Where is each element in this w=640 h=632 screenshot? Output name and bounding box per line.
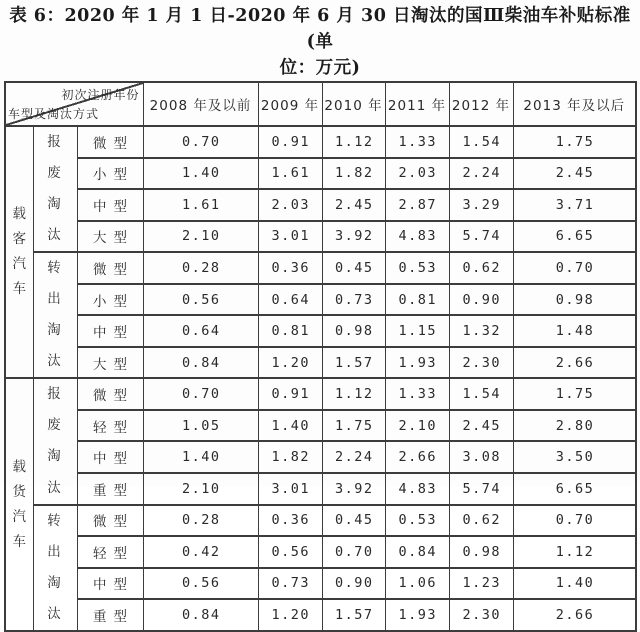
year-header-2008: 2008 年及以前: [143, 82, 258, 126]
subsidy-value-cell: 3.08: [449, 441, 513, 473]
subsidy-value-cell: 1.05: [143, 410, 258, 442]
subsidy-value-cell: 1.57: [322, 599, 385, 631]
table-row: [5, 378, 636, 410]
table-row: [5, 252, 636, 284]
subsidy-value-cell: 1.54: [449, 378, 513, 410]
subsidy-value-cell: 0.36: [258, 505, 322, 537]
vehicle-category-cell: [5, 126, 33, 378]
subsidy-value-cell: 0.90: [322, 568, 385, 600]
year-header-2013: 2013 年及以后: [513, 82, 636, 126]
table-row: [5, 126, 636, 158]
vehicle-size-cell: 微型: [77, 126, 143, 158]
year-header-2009: 2009 年: [258, 82, 322, 126]
subsidy-value-cell: 3.92: [322, 221, 385, 253]
subsidy-value-cell: 1.12: [322, 378, 385, 410]
table-row: [5, 473, 636, 505]
subsidy-value-cell: 4.83: [385, 221, 449, 253]
vehicle-size-cell: 大型: [77, 347, 143, 379]
subsidy-value-cell: 0.91: [258, 378, 322, 410]
subsidy-value-cell: 0.70: [322, 536, 385, 568]
subsidy-value-cell: 4.83: [385, 473, 449, 505]
table-title: [0, 0, 640, 81]
vehicle-size-cell: 微型: [77, 252, 143, 284]
subsidy-value-cell: 1.82: [322, 158, 385, 190]
subsidy-value-cell: 3.29: [449, 189, 513, 221]
subsidy-value-cell: 0.53: [385, 252, 449, 284]
table-row: [5, 536, 636, 568]
table-row: [5, 347, 636, 379]
subsidy-value-cell: 0.28: [143, 505, 258, 537]
subsidy-value-cell: 2.03: [385, 158, 449, 190]
subsidy-value-cell: 5.74: [449, 473, 513, 505]
corner-header-cell: [5, 82, 143, 126]
subsidy-value-cell: 0.90: [449, 284, 513, 316]
subsidy-value-cell: 6.65: [513, 473, 636, 505]
subsidy-value-cell: 2.45: [322, 189, 385, 221]
subsidy-value-cell: 0.62: [449, 505, 513, 537]
table-body: [5, 126, 636, 631]
subsidy-value-cell: 0.56: [143, 568, 258, 600]
subsidy-value-cell: 2.66: [513, 347, 636, 379]
subsidy-value-cell: 1.06: [385, 568, 449, 600]
subsidy-value-cell: 0.45: [322, 505, 385, 537]
subsidy-value-cell: 1.23: [449, 568, 513, 600]
subsidy-value-cell: 0.98: [449, 536, 513, 568]
subsidy-value-cell: 2.45: [513, 158, 636, 190]
subsidy-value-cell: 2.10: [143, 221, 258, 253]
vehicle-size-cell: 轻型: [77, 410, 143, 442]
elimination-method-cell: [33, 252, 77, 378]
subsidy-value-cell: 3.50: [513, 441, 636, 473]
subsidy-value-cell: 0.73: [322, 284, 385, 316]
vehicle-size-cell: 重型: [77, 473, 143, 505]
vehicle-size-cell: 中型: [77, 568, 143, 600]
subsidy-value-cell: 1.40: [143, 441, 258, 473]
table-row: [5, 158, 636, 190]
subsidy-value-cell: 1.93: [385, 347, 449, 379]
subsidy-value-cell: 0.56: [258, 536, 322, 568]
subsidy-value-cell: 0.64: [258, 284, 322, 316]
subsidy-value-cell: 2.24: [322, 441, 385, 473]
header-row: [5, 82, 636, 126]
subsidy-value-cell: 0.70: [143, 378, 258, 410]
elimination-method-cell: [33, 505, 77, 631]
year-header-2011: 2011 年: [385, 82, 449, 126]
vehicle-category-label: 载客汽车: [12, 206, 26, 298]
subsidy-value-cell: 1.75: [513, 378, 636, 410]
vehicle-size-cell: 微型: [77, 378, 143, 410]
subsidy-value-cell: 1.48: [513, 315, 636, 347]
table-row: [5, 568, 636, 600]
subsidy-value-cell: 1.32: [449, 315, 513, 347]
subsidy-value-cell: 1.12: [513, 536, 636, 568]
registration-year-label: 初次注册年份: [61, 88, 140, 102]
subsidy-value-cell: 1.40: [258, 410, 322, 442]
subsidy-value-cell: 1.33: [385, 378, 449, 410]
subsidy-value-cell: 2.30: [449, 347, 513, 379]
subsidy-value-cell: 0.53: [385, 505, 449, 537]
subsidy-value-cell: 0.70: [513, 505, 636, 537]
table-title-line1: 表 6：2020 年 1 月 1 日-2020 年 6 月 30 日淘汰的国Ⅲ柴油车补贴标准(单: [9, 6, 631, 52]
elimination-method-cell: [33, 126, 77, 252]
subsidy-value-cell: 0.98: [322, 315, 385, 347]
vehicle-size-cell: 微型: [77, 505, 143, 537]
vehicle-size-cell: 中型: [77, 189, 143, 221]
elimination-method-label: 转出淘汰: [47, 260, 63, 370]
elimination-method-label: 转出淘汰: [47, 512, 63, 622]
table-row: [5, 284, 636, 316]
subsidy-value-cell: 2.66: [385, 441, 449, 473]
subsidy-value-cell: 2.24: [449, 158, 513, 190]
subsidy-value-cell: 1.15: [385, 315, 449, 347]
table-row: [5, 441, 636, 473]
vehicle-category-label: 载货汽车: [12, 458, 26, 550]
vehicle-size-cell: 轻型: [77, 536, 143, 568]
subsidy-value-cell: 1.40: [513, 568, 636, 600]
vehicle-size-cell: 中型: [77, 441, 143, 473]
subsidy-value-cell: 1.12: [322, 126, 385, 158]
subsidy-value-cell: 3.92: [322, 473, 385, 505]
subsidy-value-cell: 6.65: [513, 221, 636, 253]
vehicle-size-cell: 中型: [77, 315, 143, 347]
subsidy-value-cell: 0.64: [143, 315, 258, 347]
subsidy-value-cell: 0.28: [143, 252, 258, 284]
subsidy-value-cell: 1.33: [385, 126, 449, 158]
year-header-2012: 2012 年: [449, 82, 513, 126]
subsidy-value-cell: 0.84: [143, 599, 258, 631]
subsidy-value-cell: 2.87: [385, 189, 449, 221]
table-row: [5, 505, 636, 537]
subsidy-value-cell: 0.36: [258, 252, 322, 284]
subsidy-value-cell: 1.57: [322, 347, 385, 379]
vehicle-type-method-label: 车型及淘汰方式: [8, 107, 100, 121]
vehicle-size-cell: 小型: [77, 284, 143, 316]
table-row: [5, 315, 636, 347]
subsidy-value-cell: 1.61: [258, 158, 322, 190]
subsidy-value-cell: 2.03: [258, 189, 322, 221]
vehicle-size-cell: 重型: [77, 599, 143, 631]
subsidy-value-cell: 0.84: [143, 347, 258, 379]
table-title-line2: 位：万元): [279, 58, 361, 78]
subsidy-value-cell: 0.73: [258, 568, 322, 600]
subsidy-value-cell: 1.75: [513, 126, 636, 158]
subsidy-value-cell: 1.75: [322, 410, 385, 442]
subsidy-value-cell: 0.70: [143, 126, 258, 158]
subsidy-value-cell: 1.93: [385, 599, 449, 631]
subsidy-value-cell: 3.01: [258, 473, 322, 505]
subsidy-value-cell: 3.01: [258, 221, 322, 253]
table-row: [5, 189, 636, 221]
subsidy-table: [4, 81, 637, 632]
subsidy-value-cell: 3.71: [513, 189, 636, 221]
subsidy-value-cell: 0.84: [385, 536, 449, 568]
subsidy-value-cell: 2.80: [513, 410, 636, 442]
subsidy-value-cell: 5.74: [449, 221, 513, 253]
subsidy-value-cell: 1.54: [449, 126, 513, 158]
subsidy-value-cell: 2.30: [449, 599, 513, 631]
subsidy-value-cell: 0.81: [258, 315, 322, 347]
subsidy-value-cell: 2.45: [449, 410, 513, 442]
subsidy-value-cell: 1.20: [258, 599, 322, 631]
subsidy-value-cell: 0.70: [513, 252, 636, 284]
table-row: [5, 410, 636, 442]
year-header-2010: 2010 年: [322, 82, 385, 126]
vehicle-size-cell: 小型: [77, 158, 143, 190]
subsidy-value-cell: 2.66: [513, 599, 636, 631]
table-row: [5, 599, 636, 631]
elimination-method-cell: [33, 378, 77, 504]
subsidy-value-cell: 1.20: [258, 347, 322, 379]
subsidy-value-cell: 0.98: [513, 284, 636, 316]
subsidy-value-cell: 0.45: [322, 252, 385, 284]
subsidy-value-cell: 0.42: [143, 536, 258, 568]
subsidy-value-cell: 2.10: [385, 410, 449, 442]
subsidy-value-cell: 0.91: [258, 126, 322, 158]
subsidy-value-cell: 1.61: [143, 189, 258, 221]
subsidy-value-cell: 0.62: [449, 252, 513, 284]
subsidy-value-cell: 0.81: [385, 284, 449, 316]
subsidy-value-cell: 1.82: [258, 441, 322, 473]
elimination-method-label: 报废淘汰: [47, 386, 63, 496]
vehicle-category-cell: [5, 378, 33, 630]
subsidy-value-cell: 1.40: [143, 158, 258, 190]
table-row: [5, 221, 636, 253]
subsidy-value-cell: 2.10: [143, 473, 258, 505]
subsidy-value-cell: 0.56: [143, 284, 258, 316]
vehicle-size-cell: 大型: [77, 221, 143, 253]
elimination-method-label: 报废淘汰: [47, 134, 63, 244]
